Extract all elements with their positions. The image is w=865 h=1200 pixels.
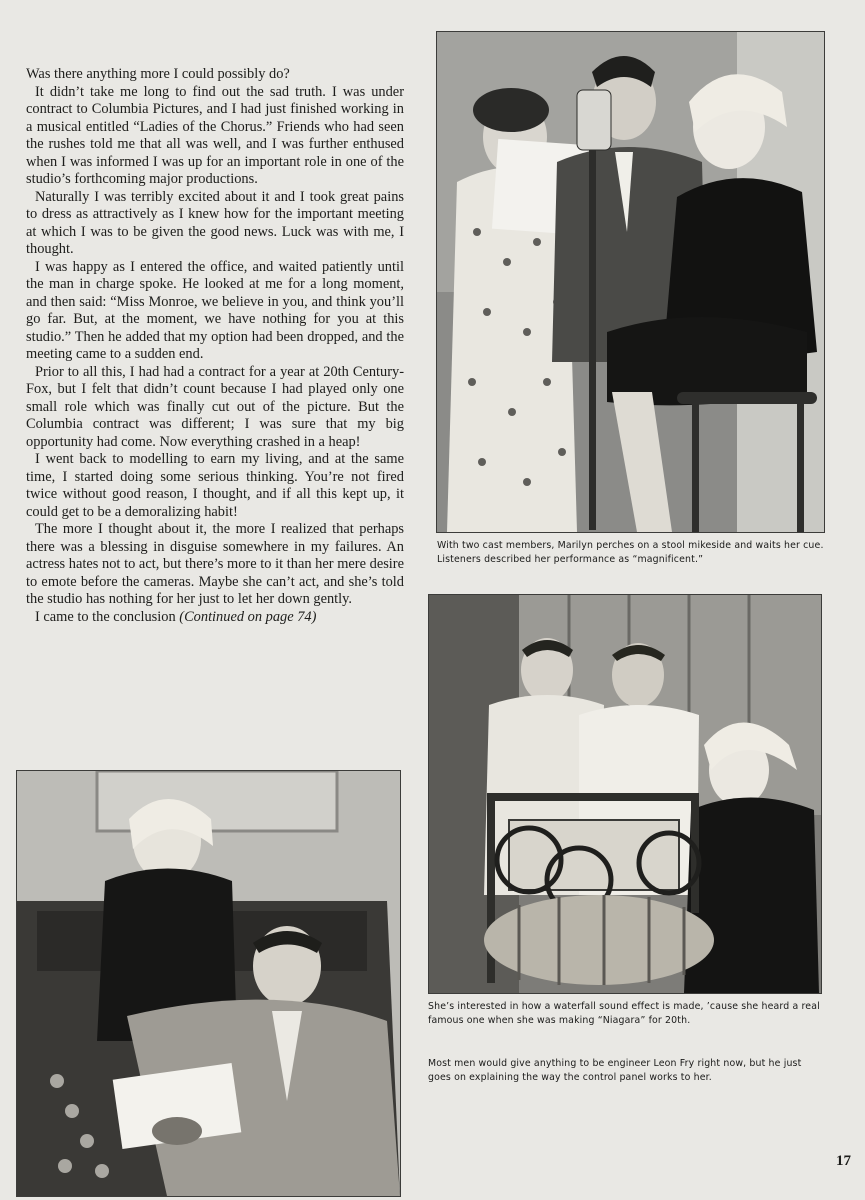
caption-bottom-photo: Most men would give anything to be engineer Leon Fry right now, but he just goes on explaining the way the control panel works to her.	[428, 1058, 802, 1083]
article-paragraph-4: I was happy as I entered the office, and waited patiently until the man in charge spoke. He looked at me for a long moment, and then said: “Miss Monroe, we believe in you, and think you’ll go far. But, at the moment, we have nothing for you at this studio.” Then he added that my option had been dropped, and the meeting came to a sudden end.	[26, 258, 404, 362]
article-paragraph-8	[26, 609, 404, 627]
article-paragraph-3: Naturally I was terribly excited about it and I took great pains to dress as attractively as I knew how for the important meeting at which I was to be given the good news. Luck was with me, I thought.	[26, 188, 404, 257]
page-number: 17	[836, 1153, 851, 1169]
photo-control-panel	[16, 770, 401, 1197]
article-paragraph-2: It didn’t take me long to find out the sad truth. I was under contract to Columbia Pictures, and I had just finished working in a musical entitled “Ladies of the Chorus.” Friends who had seen the rushes told me that all was well, and I was further enthused when I was informed I was up for an important role in one of the studio’s forthcoming major productions.	[26, 83, 404, 187]
last-paragraph-lead: I came to the conclusion	[35, 608, 176, 625]
article-paragraph-7: The more I thought about it, the more I realized that perhaps there was a blessing in disguise somewhere in my failures. An actress hates not to act, but there’s more to it than her mere desire to emote before the cameras. Maybe she can’t act, and she’s told the studio has nothing for her just to let her down gently.	[26, 521, 404, 607]
article-paragraph-6: I went back to modelling to earn my living, and at the same time, I started doing some serious thinking. You’re not fired twice without good reason, I thought, and if all this kept up, it could get to be a demoralizing habit!	[26, 451, 404, 520]
article-paragraph-1: Was there anything more I could possibly do?	[26, 66, 290, 82]
caption-top-photo: With two cast members, Marilyn perches on a stool mikeside and waits her cue. Listeners described her performance as “magnificent.”	[437, 540, 824, 565]
photo-radio-mic	[436, 31, 825, 533]
caption-middle-photo: She’s interested in how a waterfall sound effect is made, ’cause she heard a real famous one when she was making “Niagara” for 20th.	[428, 1001, 820, 1026]
continued-note: (Continued on page 74)	[179, 608, 317, 625]
article-paragraph-5: Prior to all this, I had had a contract for a year at 20th Century-Fox, but I felt that didn’t count because I had played only one small role which was finally cut out of the picture. But the Columbia contract was different; I was sure that my big opportunity had come. Now everything crashed in a heap!	[26, 363, 404, 450]
article-text	[26, 66, 404, 626]
photo-sound-effect	[428, 594, 822, 994]
